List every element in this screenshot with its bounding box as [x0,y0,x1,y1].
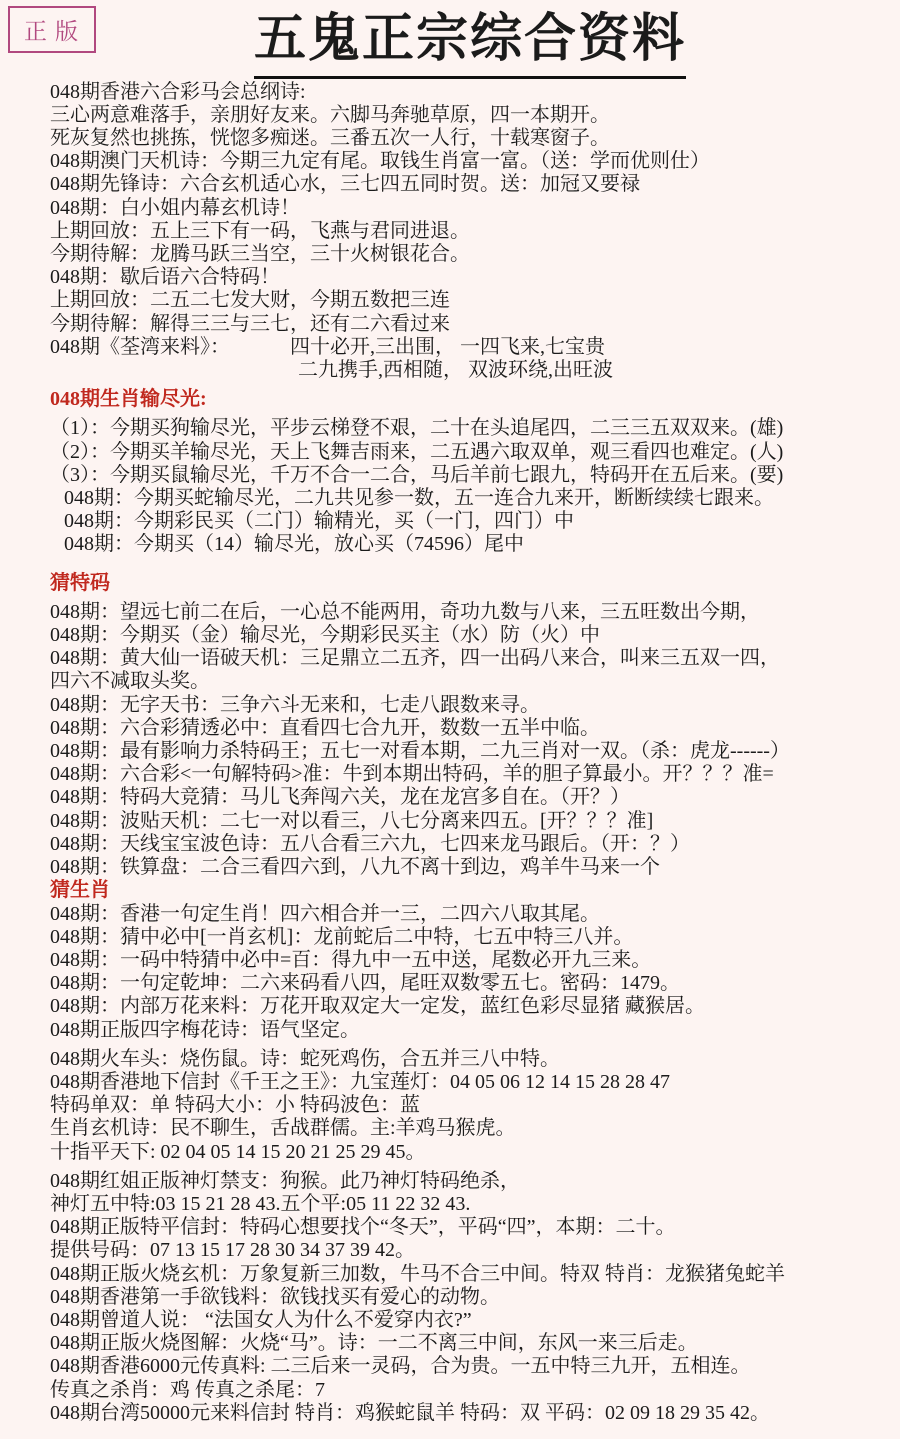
text-line: 三心两意难落手，亲朋好友来。六脚马奔驰草原，四一本期开。 [50,103,610,126]
text-line: 048期：猜中必中[一肖玄机]：龙前蛇后二中特，七五中特三八并。 [50,925,634,948]
text-line: 今期待解：龙腾马跃三当空，三十火树银花合。 [50,243,470,266]
section-heading: 猜生肖 [50,879,110,902]
text-line: 048期香港6000元传真料: 二三后来一灵码，合为贵。一五中特三九开，五相连。 [50,1355,751,1378]
text-line: 今期待解：解得三三与三七，还有二六看过来 [50,312,450,335]
text-line: 048期：内部万花来料：万花开取双定大一定发，蓝红色彩尽显猪 藏猴居。 [50,995,705,1018]
text-line: 048期：香港一句定生肖！四六相合并一三，二四六八取其尾。 [50,902,600,925]
text-line: 048期：天线宝宝波色诗：五八合看三六九，七四来龙马跟后。（开：？） [50,832,690,855]
text-line-pair [50,336,900,382]
text-line: 死灰复然也挑拣，恍惚多痴迷。三番五次一人行，十载寒窗子。 [50,127,610,149]
text-line: 048期：六合彩猜透必中：直看四七合九开，数数一五半中临。 [50,716,600,739]
text-line: 二九携手,西相随， 双波环绕,出旺波 [298,359,613,382]
text-line: 048期：特码大竞猜：马儿飞奔闯六关，龙在龙宫多自在。（开？） [50,786,630,809]
text-line: 048期：黄大仙一语破天机：三足鼎立二五齐，四一出码八来合，叫来三五双一四， [50,647,780,670]
pair-label: 048期《荃湾来料》： [50,335,230,358]
text-line: 048期香港地下信封《千王之王》：九宝莲灯：04 05 06 12 14 15 28 28 47 [50,1070,670,1093]
text-line: 048期香港六合彩马会总纲诗: [50,80,306,103]
text-line: 048期：今期彩民买（二门）输精光，买（一门，四门）中 [64,510,574,533]
text-line: （3）：今期买鼠输尽光，千万不合一二合，马后羊前七跟九，特码开在五后来。(要) [50,463,784,486]
text-line: 048期正版火烧玄机：万象复新三加数，牛马不合三中间。特双 特肖：龙猴猪兔蛇羊 [50,1262,785,1285]
text-line: 048期火车头：烧伤鼠。诗：蛇死鸡伤，合五并三八中特。 [50,1047,560,1070]
text-line: （1）：今期买狗输尽光，平步云梯登不艰，二十在头追尾四，二三三五双双来。(雄) [50,417,784,440]
text-line: 048期：最有影响力杀特码王；五七一对看本期，二九三肖对一双。（杀：虎龙------） [50,740,790,763]
text-line: 048期：今期买（14）输尽光，放心买（74596）尾中 [64,533,524,556]
text-line: 048期：一码中特猜中必中=百：得九中一五中送，尾数必开九三来。 [50,948,652,971]
text-line: 048期：铁算盘：二合三看四六到，八九不离十到边，鸡羊牛马来一个 [50,856,660,879]
text-line: 048期香港第一手欲钱料：欲钱找买有爱心的动物。 [50,1285,500,1308]
page-title: 五鬼正宗综合资料 [254,6,686,79]
text-line: 上期回放：五上三下有一码，飞燕与君同进退。 [50,219,470,242]
text-line: 特码单双：单 特码大小：小 特码波色：蓝 [50,1094,420,1117]
text-line: 048期：今期买蛇输尽光，二九共见参一数，五一连合九来开，断断续续七跟来。 [64,487,774,510]
text-line: 048期先锋诗：六合玄机适心水，三七四五同时贺。送：加冠又要禄 [50,173,640,196]
section-heading: 048期生肖输尽光: [50,388,207,411]
genuine-badge: 正版 [8,6,96,53]
text-line: 048期：六合彩<一句解特码>准：牛到本期出特码，羊的胆子算最小。开？？？准= [50,763,774,786]
text-line: 048期正版四字梅花诗：语气坚定。 [50,1018,360,1041]
text-line: 048期：望远七前二在后，一心总不能两用，奇功九数与八来，三五旺数出今期， [50,600,760,623]
title-wrap [0,0,900,79]
text-line: 048期澳门天机诗：今期三九定有尾。取钱生肖富一富。（送：学而优则仕） [50,150,710,173]
text-line: 上期回放：二五二七发大财，今期五数把三连 [50,289,450,312]
text-line: 048期：今期买（金）输尽光，今期彩民买主（水）防（火）中 [50,624,600,647]
text-line: 048期台湾50000元来料信封 特肖：鸡猴蛇鼠羊 特码：双 平码：02 09 18 29 35 42。 [50,1401,770,1424]
text-line: 神灯五中特:03 15 21 28 43.五个平:05 11 22 32 43. [50,1192,471,1215]
text-line: 048期：波贴天机：二七一对以看三，八七分离来四五。[开？？？准] [50,809,654,832]
text-line: （2）：今期买羊输尽光，天上飞舞吉雨来，二五遇六取双单，观三看四也难定。(人) [50,440,784,463]
text-line: 生肖玄机诗：民不聊生，舌战群儒。主:羊鸡马猴虎。 [50,1117,516,1140]
text-line: 048期：无字天书：三争六斗无来和，七走八跟数来寻。 [50,693,540,716]
section-heading: 猜特码 [50,571,110,594]
text-line: 048期：白小姐内幕玄机诗！ [50,196,300,219]
text-line: 048期正版特平信封：特码心想要找个“冬天”，平码“四”，本期：二十。 [50,1216,676,1239]
text-line: 传真之杀肖：鸡 传真之杀尾：7 [50,1378,325,1401]
text-line: 十指平天下: 02 04 05 14 15 20 21 25 29 45。 [50,1140,426,1163]
text-line: 四六不减取头奖。 [50,670,210,693]
text-line: 048期红姐正版神灯禁支：狗猴。此乃神灯特码绝杀， [50,1169,520,1192]
text-line: 四十必开,三出围， 一四飞来,七宝贵 [290,335,605,358]
text-line: 048期：一句定乾坤：二六来码看八四，尾旺双数零五七。密码：1479。 [50,972,680,995]
content-lines [0,81,900,1425]
text-line: 提供号码：07 13 15 17 28 30 34 37 39 42。 [50,1239,415,1262]
text-line: 048期正版火烧图解：火烧“马”。诗：一二不离三中间，东风一来三后走。 [50,1332,698,1355]
pair-right [290,336,613,382]
text-line: 048期：歇后语六合特码！ [50,266,280,289]
text-line: 048期曾道人说： “法国女人为什么不爱穿内衣?” [50,1308,472,1331]
